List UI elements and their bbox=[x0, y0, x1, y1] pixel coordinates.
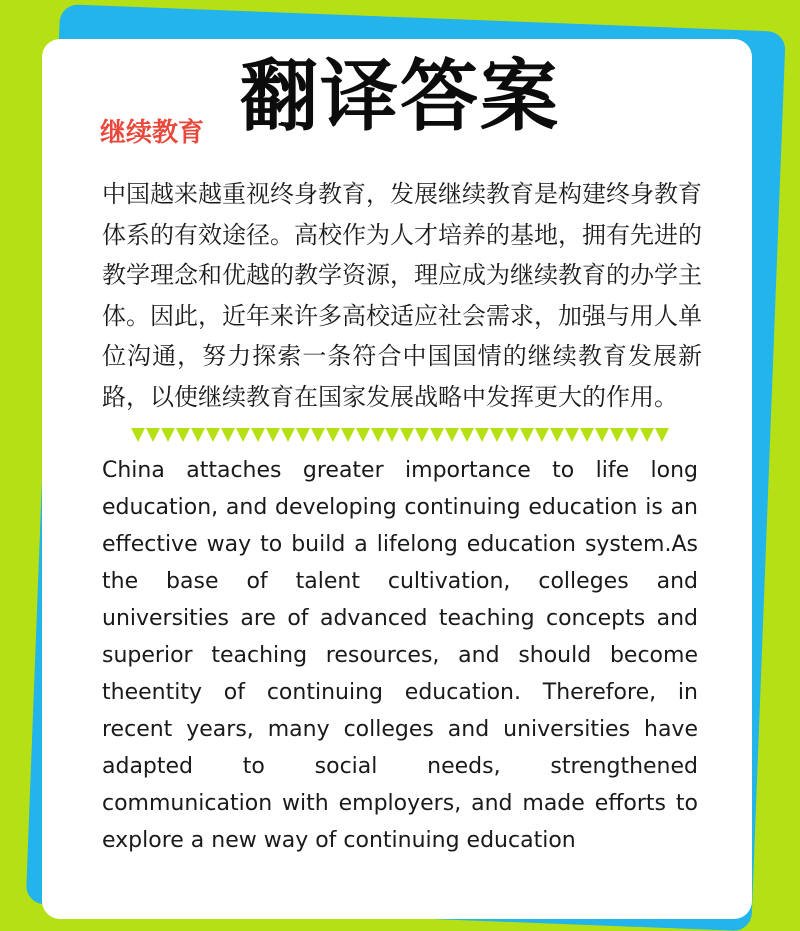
divider-triangle-icon bbox=[505, 428, 519, 442]
divider-triangle-icon bbox=[595, 428, 609, 442]
divider-triangle-icon bbox=[460, 428, 474, 442]
divider-triangle-icon bbox=[371, 428, 385, 442]
divider-triangle-icon bbox=[296, 428, 310, 442]
divider-triangle-icon bbox=[266, 428, 280, 442]
english-paragraph: China attaches greater importance to life long education, and developing continuing education is an effective way to build a lifelong education system.As the base of talent cultivation, colleges and universities are of advanced teaching concepts and superior teaching resources, and should become theentity of continuing education. Therefore, in recent years, many colleges and universities have adapted to social needs, strengthened communication with employers, and made efforts to explore a new way of continuing education bbox=[102, 458, 698, 853]
divider-triangle-icon bbox=[550, 428, 564, 442]
divider-triangle-icon bbox=[580, 428, 594, 442]
divider-triangle-icon bbox=[385, 428, 399, 442]
divider-triangle-icon bbox=[535, 428, 549, 442]
divider-triangle-icon bbox=[311, 428, 325, 442]
divider-triangle-icon bbox=[326, 428, 340, 442]
section-label: 继续教育 bbox=[100, 118, 205, 148]
divider-triangle-icon bbox=[161, 428, 175, 442]
divider-triangle-icon bbox=[146, 428, 160, 442]
divider-triangle-icon bbox=[236, 428, 250, 442]
divider-triangle-icon bbox=[400, 428, 414, 442]
triangle-divider bbox=[131, 428, 669, 444]
divider-triangle-icon bbox=[176, 428, 190, 442]
divider-triangle-icon bbox=[640, 428, 654, 442]
divider-triangle-icon bbox=[430, 428, 444, 442]
divider-triangle-icon bbox=[490, 428, 504, 442]
divider-triangle-icon bbox=[206, 428, 220, 442]
divider-triangle-icon bbox=[191, 428, 205, 442]
divider-triangle-icon bbox=[445, 428, 459, 442]
divider-triangle-icon bbox=[251, 428, 265, 442]
divider-triangle-icon bbox=[341, 428, 355, 442]
divider-triangle-icon bbox=[281, 428, 295, 442]
divider-triangle-icon bbox=[356, 428, 370, 442]
divider-triangle-icon bbox=[610, 428, 624, 442]
chinese-paragraph: 中国越来越重视终身教育，发展继续教育是构建终身教育体系的有效途径。高校作为人才培养的基地，拥有先进的教学理念和优越的教学资源，理应成为继续教育的办学主体。因此，近年来许多高校适应社会需求，加强与用人单位沟通，努力探索一条符合中国国情的继续教育发展新路，以使继续教育在国家发展战略中发挥更大的作用。 bbox=[102, 180, 702, 411]
divider-triangle-icon bbox=[565, 428, 579, 442]
divider-triangle-icon bbox=[625, 428, 639, 442]
divider-triangle-icon bbox=[131, 428, 145, 442]
divider-triangle-icon bbox=[475, 428, 489, 442]
divider-triangle-icon bbox=[655, 428, 669, 442]
divider-triangle-icon bbox=[415, 428, 429, 442]
divider-triangle-icon bbox=[221, 428, 235, 442]
divider-triangle-icon bbox=[520, 428, 534, 442]
page-title: 翻译答案 bbox=[239, 52, 560, 142]
